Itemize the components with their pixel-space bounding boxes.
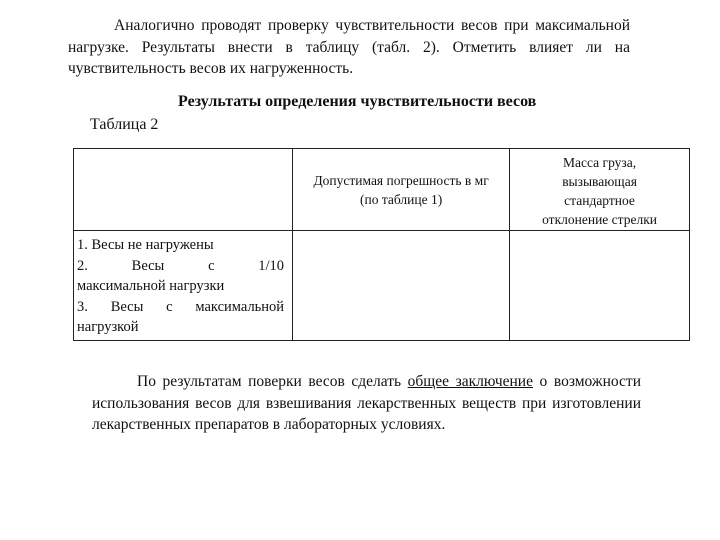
condition-line: максимальной нагрузки: [77, 278, 225, 294]
conclusion-paragraph: [92, 371, 641, 436]
condition-line: 1. Весы не нагружены: [77, 237, 214, 253]
table-number-label: Таблица 2: [90, 116, 159, 133]
header-cell-empty: [74, 149, 293, 231]
underlined-word: заключение: [455, 373, 533, 390]
header-cell-tolerance: [293, 149, 510, 231]
tolerance-value-cell: [293, 231, 510, 341]
mass-line: стандартное: [564, 193, 635, 208]
condition-line: нагрузкой: [77, 319, 139, 335]
conclusion-text: о возможности использования весов для взвешивания лекарственных веществ при изготовлении лекарственных препаратов в лабораторных условиях.: [92, 373, 641, 433]
condition-line: 3. Весы с максимальной: [77, 298, 285, 315]
tolerance-line: (по таблице 1): [359, 191, 443, 207]
conclusion-text: По результатам поверки весов сделать: [137, 373, 408, 390]
header-cell-mass: [510, 149, 690, 231]
results-table: [73, 148, 690, 341]
table-header-row: [74, 149, 690, 231]
tolerance-line: Допустимая погрешность в мг: [313, 172, 489, 188]
table-heading: Результаты определения чувствительности весов: [178, 93, 537, 110]
mass-value-cell: [510, 231, 690, 341]
intro-paragraph: Аналогично проводят проверку чувствительности весов при максимальной нагрузке. Результаты внести в таблицу (табл. 2). Отметить влияет ли на чувствительность весов их нагруженность.: [68, 17, 630, 77]
mass-line: вызывающая: [562, 174, 637, 189]
table-row: [74, 231, 690, 341]
mass-line: отклонение стрелки: [542, 212, 657, 227]
condition-line: 2. Весы с 1/10: [77, 257, 285, 274]
mass-line: Масса груза,: [563, 155, 637, 170]
underlined-word: общее: [407, 373, 449, 390]
scale-conditions-cell: [74, 231, 293, 341]
underlined-space: [449, 373, 456, 390]
